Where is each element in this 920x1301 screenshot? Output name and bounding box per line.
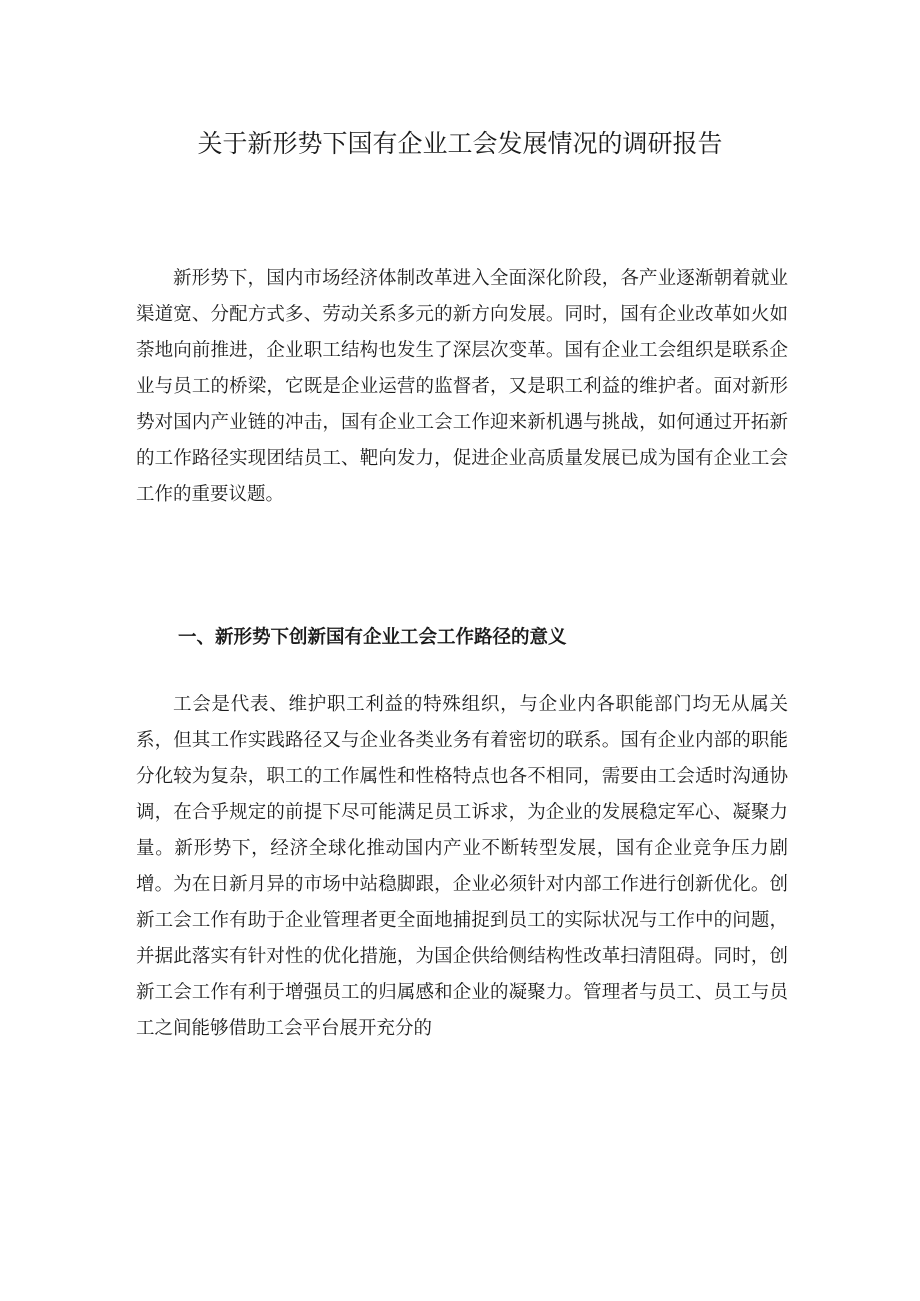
section-1-paragraph: 工会是代表、维护职工利益的特殊组织，与企业内各职能部门均无从属关系，但其工作实践路径又与企业各类业务有着密切的联系。国有企业内部的职能分化较为复杂，职工的工作属性和性格特点也各不相同，需要由工会适时沟通协调，在合乎规定的前提下尽可能满足员工诉求，为企业的发展稳定军心、凝聚力量。新形势下，经济全球化推动国内产业不断转型发展，国有企业竞争压力剧增。为在日新月异的市场中站稳脚跟，企业必须针对内部工作进行创新优化。创新工会工作有助于企业管理者更全面地捕捉到员工的实际状况与工作中的问题，并据此落实有针对性的优化措施，为国企供给侧结构性改革扫清阻碍。同时，创新工会工作有利于增强员工的归属感和企业的凝聚力。管理者与员工、员工与员工之间能够借助工会平台展开充分的: [136, 694, 788, 1039]
section-heading-1: 一、新形势下创新国有企业工会工作路径的意义: [178, 627, 567, 648]
document-title: 关于新形势下国有企业工会发展情况的调研报告: [197, 129, 723, 158]
intro-paragraph: 新形势下，国内市场经济体制改革进入全面深化阶段，各产业逐渐朝着就业渠道宽、分配方式多、劳动关系多元的新方向发展。同时，国有企业改革如火如荼地向前推进，企业职工结构也发生了深层次变革。国有企业工会组织是联系企业与员工的桥梁，它既是企业运营的监督者，又是职工利益的维护者。面对新形势对国内产业链的冲击，国有企业工会工作迎来新机遇与挑战，如何通过开拓新的工作路径实现团结员工、靶向发力，促进企业高质量发展已成为国有企业工会工作的重要议题。: [136, 268, 788, 505]
